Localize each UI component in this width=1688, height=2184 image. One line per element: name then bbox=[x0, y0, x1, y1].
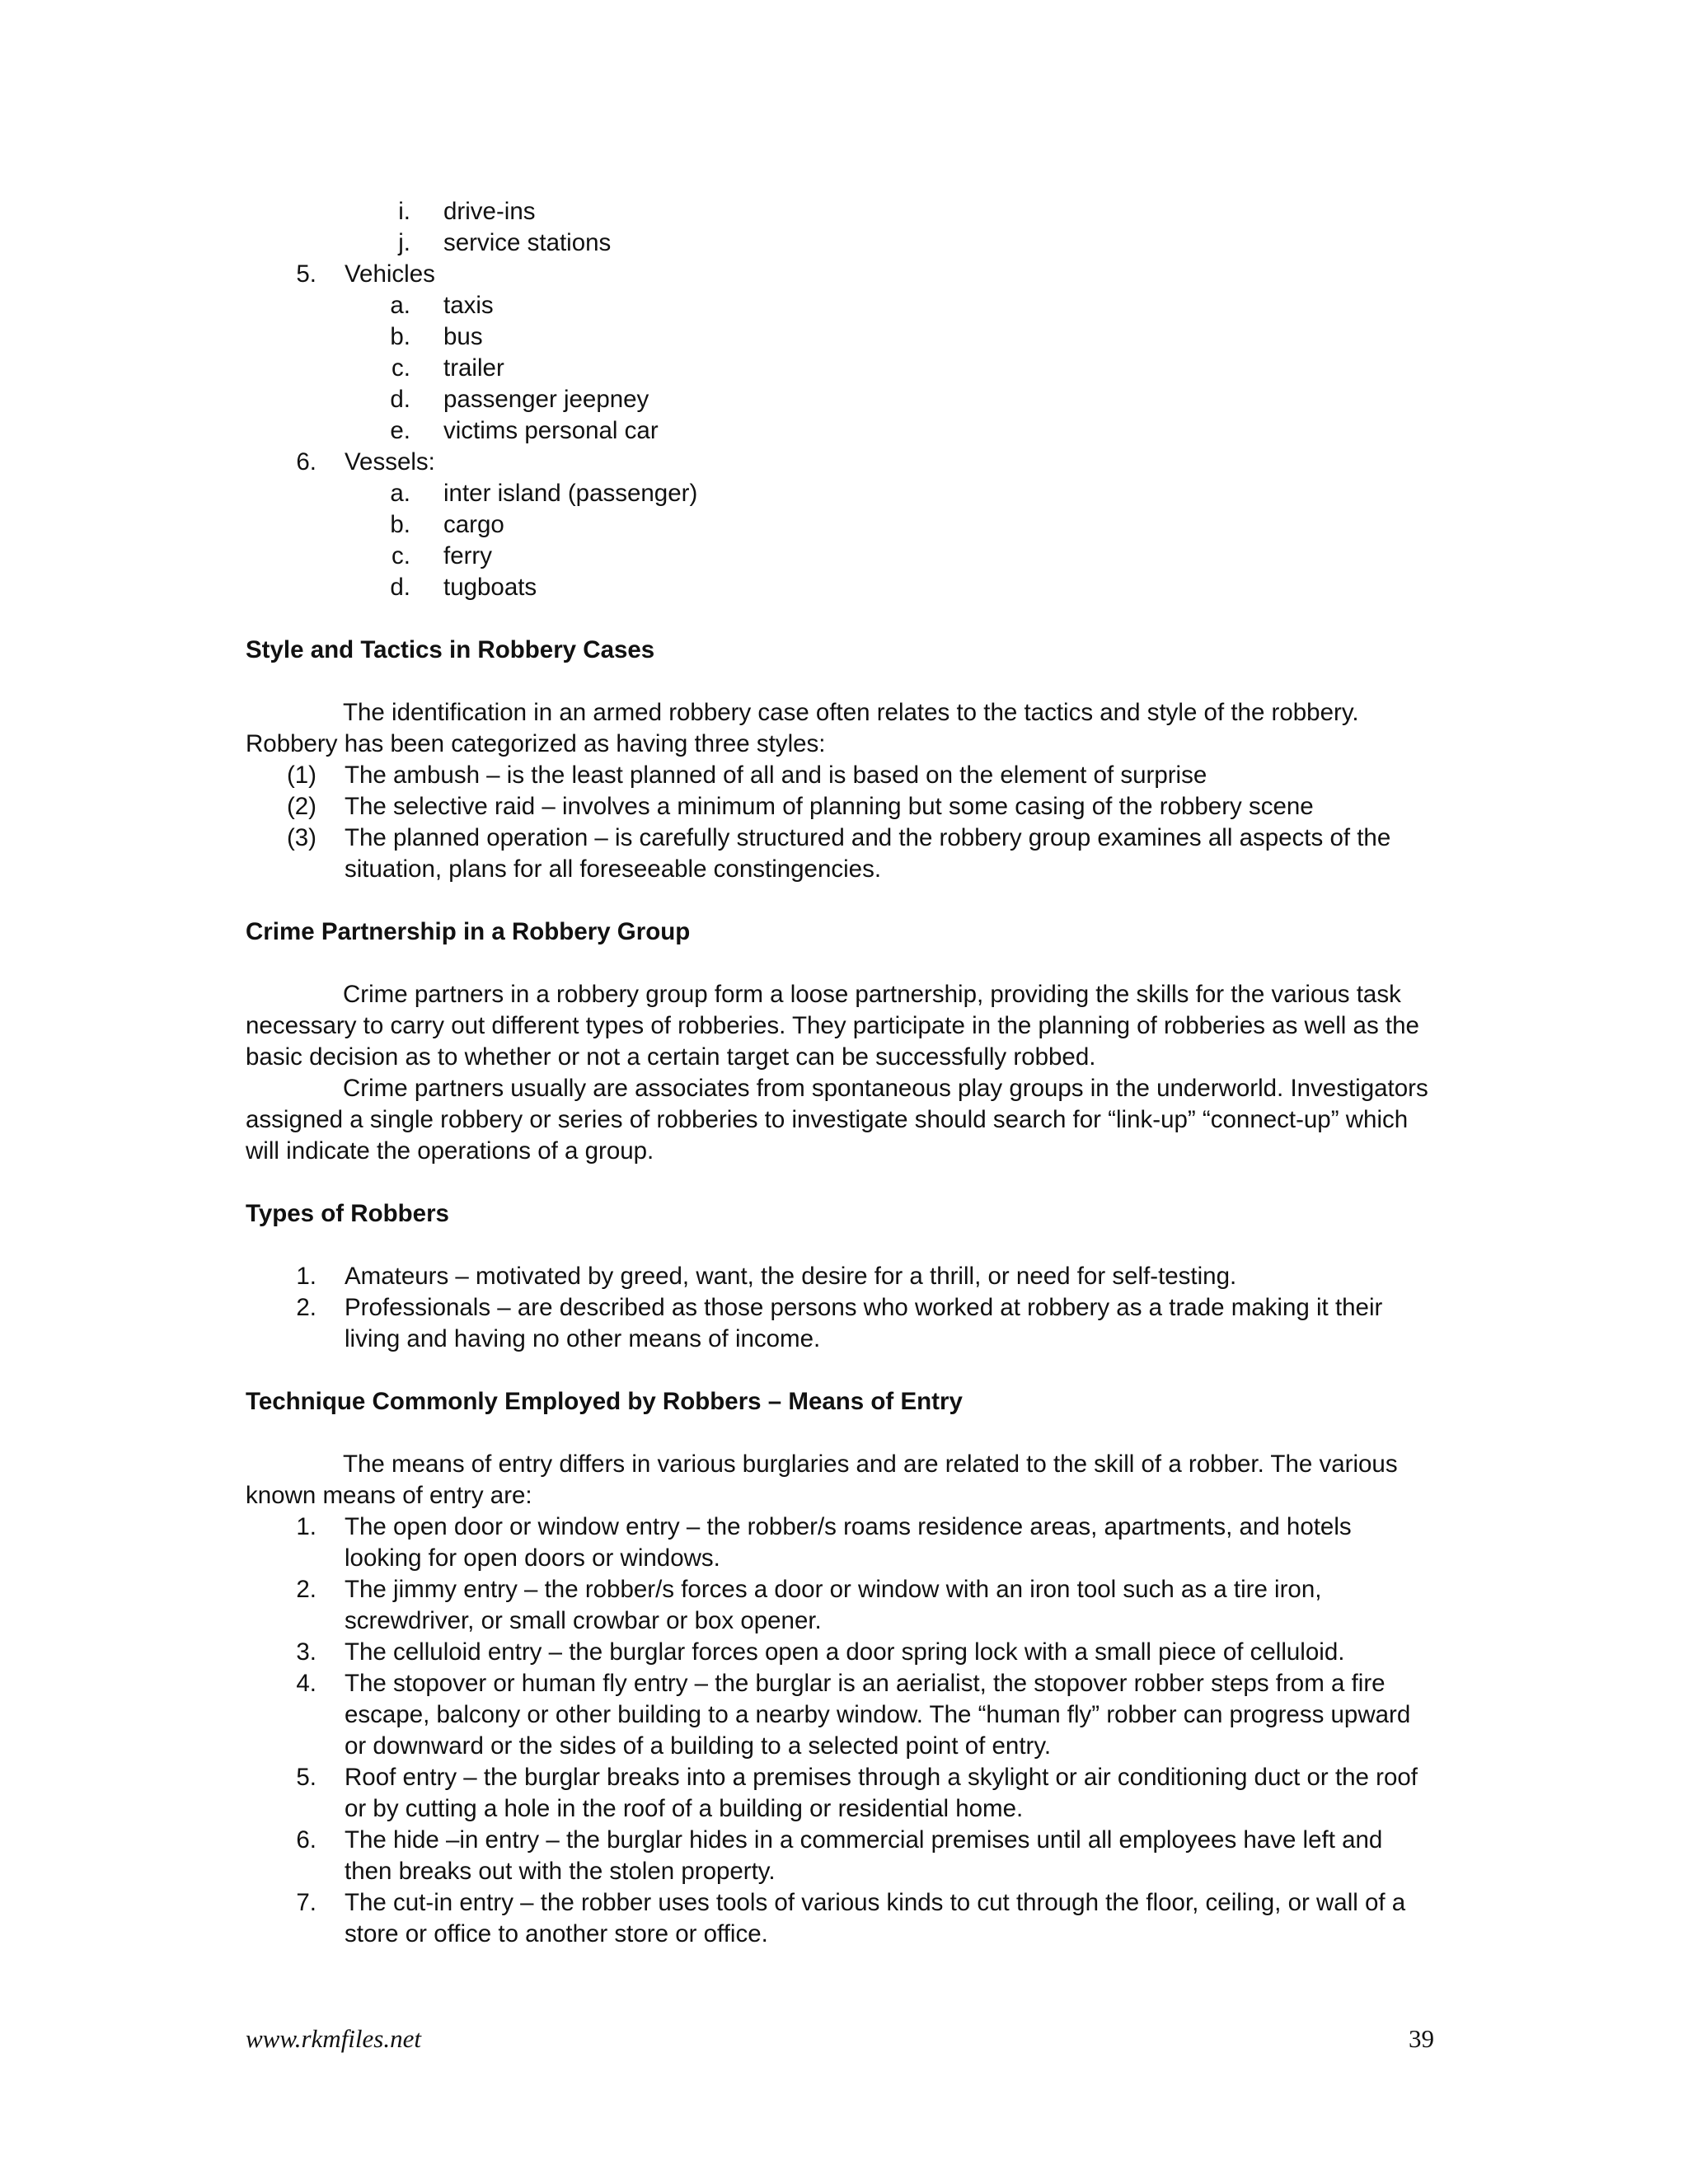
list-marker: (3) bbox=[286, 824, 316, 851]
footer-website: www.rkmfiles.net bbox=[246, 2024, 421, 2053]
list-marker: j. bbox=[398, 229, 410, 256]
list-item bbox=[246, 1511, 1434, 1574]
list-text: service stations bbox=[443, 229, 612, 256]
list-text: drive-ins bbox=[443, 198, 536, 225]
list-marker: a. bbox=[390, 480, 410, 507]
list-text: The jimmy entry – the robber/s forces a door or window with an iron tool such as a tire iron, screwdriver, or small crowbar or box opener. bbox=[345, 1576, 1322, 1634]
list-item bbox=[246, 1261, 1434, 1292]
list-text: bus bbox=[443, 323, 483, 350]
list-marker: d. bbox=[390, 574, 410, 601]
list-text: taxis bbox=[443, 292, 494, 319]
list-text: The planned operation – is carefully structured and the robbery group examines all aspects of the situation, plans for all foreseeable constingencies. bbox=[345, 824, 1391, 883]
list-text: trailer bbox=[443, 354, 504, 382]
list-text: Professionals – are described as those persons who worked at robbery as a trade making it their living and having no other means of income. bbox=[345, 1294, 1383, 1352]
list-item bbox=[246, 509, 1434, 541]
list-item bbox=[246, 290, 1434, 321]
list-item bbox=[246, 1637, 1434, 1668]
list-marker: b. bbox=[390, 323, 410, 350]
list-marker: e. bbox=[390, 417, 410, 444]
list-text: Amateurs – motivated by greed, want, the desire for a thrill, or need for self-testing. bbox=[345, 1263, 1237, 1290]
paragraph: The identification in an armed robbery case often relates to the tactics and style of the robbery. Robbery has been categorized as having three styles: bbox=[246, 699, 1359, 757]
list-item bbox=[246, 415, 1434, 447]
list-item bbox=[246, 478, 1434, 509]
list-text: tugboats bbox=[443, 574, 537, 601]
list-marker: b. bbox=[390, 511, 410, 538]
list-item bbox=[246, 1668, 1434, 1762]
top-list bbox=[246, 196, 1434, 603]
list-marker: 7. bbox=[296, 1889, 316, 1916]
list-marker: 1. bbox=[296, 1513, 316, 1540]
list-item bbox=[246, 384, 1434, 415]
list-marker: c. bbox=[392, 542, 410, 569]
list-text: The ambush – is the least planned of all and is based on the element of surprise bbox=[345, 762, 1207, 789]
section-heading-style: Style and Tactics in Robbery Cases bbox=[246, 636, 655, 663]
list-item bbox=[246, 321, 1434, 353]
list-item bbox=[246, 1825, 1434, 1887]
list-item bbox=[246, 227, 1434, 259]
list-text: The cut-in entry – the robber uses tools of various kinds to cut through the floor, ceiling, or wall of a store or office to another store or office. bbox=[345, 1889, 1406, 1947]
list-marker: i. bbox=[398, 198, 410, 225]
page-content bbox=[246, 196, 1434, 1950]
list-item bbox=[246, 791, 1434, 823]
list-item bbox=[246, 541, 1434, 572]
list-item bbox=[246, 196, 1434, 227]
list-marker: 2. bbox=[296, 1294, 316, 1321]
list-text: victims personal car bbox=[443, 417, 659, 444]
list-text: Roof entry – the burglar breaks into a premises through a skylight or air conditioning duct or the roof or by cutting a hole in the roof of a building or residential home. bbox=[345, 1764, 1418, 1822]
list-item bbox=[246, 259, 1434, 290]
paragraph: The means of entry differs in various burglaries and are related to the skill of a robber. The various known means of entry are: bbox=[246, 1451, 1398, 1509]
page-number: 39 bbox=[1409, 2024, 1434, 2053]
list-item bbox=[246, 823, 1434, 885]
section-heading-types: Types of Robbers bbox=[246, 1200, 449, 1227]
section-heading-entry: Technique Commonly Employed by Robbers – Means of Entry bbox=[246, 1388, 963, 1415]
list-item bbox=[246, 760, 1434, 791]
list-marker: 6. bbox=[296, 448, 316, 476]
list-marker: (1) bbox=[286, 762, 316, 789]
list-item bbox=[246, 353, 1434, 384]
list-item bbox=[246, 1887, 1434, 1950]
list-text: cargo bbox=[443, 511, 504, 538]
list-text: The open door or window entry – the robber/s roams residence areas, apartments, and hotels looking for open doors or windows. bbox=[345, 1513, 1352, 1572]
list-marker: a. bbox=[390, 292, 410, 319]
list-text: The stopover or human fly entry – the burglar is an aerialist, the stopover robber steps from a fire escape, balcony or other building to a nearby window. The “human fly” robber can progress upward or downward or the sides of a building to a selected point of entry. bbox=[345, 1670, 1411, 1760]
list-text: ferry bbox=[443, 542, 492, 569]
list-marker: 4. bbox=[296, 1670, 316, 1697]
list-text: The selective raid – involves a minimum of planning but some casing of the robbery scene bbox=[345, 793, 1314, 820]
list-marker: 5. bbox=[296, 1764, 316, 1791]
list-text: passenger jeepney bbox=[443, 386, 649, 413]
paragraph: Crime partners usually are associates from spontaneous play groups in the underworld. Investigators assigned a single robbery or series of robberies to investigate should search for “link-up” “connect-up” which will indicate the operations of a group. bbox=[246, 1075, 1428, 1165]
list-item bbox=[246, 1762, 1434, 1825]
list-text: The hide –in entry – the burglar hides in a commercial premises until all employees have left and then breaks out with the stolen property. bbox=[345, 1826, 1383, 1885]
list-text: Vessels: bbox=[345, 448, 435, 476]
list-marker: 3. bbox=[296, 1638, 316, 1666]
list-text: The celluloid entry – the burglar forces open a door spring lock with a small piece of celluloid. bbox=[345, 1638, 1345, 1666]
list-item bbox=[246, 1574, 1434, 1637]
list-marker: 6. bbox=[296, 1826, 316, 1854]
list-item bbox=[246, 572, 1434, 603]
list-item bbox=[246, 447, 1434, 478]
list-text: Vehicles bbox=[345, 260, 435, 288]
list-marker: d. bbox=[390, 386, 410, 413]
list-marker: (2) bbox=[286, 793, 316, 820]
list-marker: 2. bbox=[296, 1576, 316, 1603]
list-text: inter island (passenger) bbox=[443, 480, 698, 507]
section-heading-partnership: Crime Partnership in a Robbery Group bbox=[246, 918, 691, 945]
list-item bbox=[246, 1292, 1434, 1355]
list-marker: 5. bbox=[296, 260, 316, 288]
paragraph: Crime partners in a robbery group form a loose partnership, providing the skills for the various task necessary to carry out different types of robberies. They participate in the planning of robberies as well as the basic decision as to whether or not a certain target can be successfully robbed. bbox=[246, 981, 1419, 1071]
list-marker: c. bbox=[392, 354, 410, 382]
list-marker: 1. bbox=[296, 1263, 316, 1290]
